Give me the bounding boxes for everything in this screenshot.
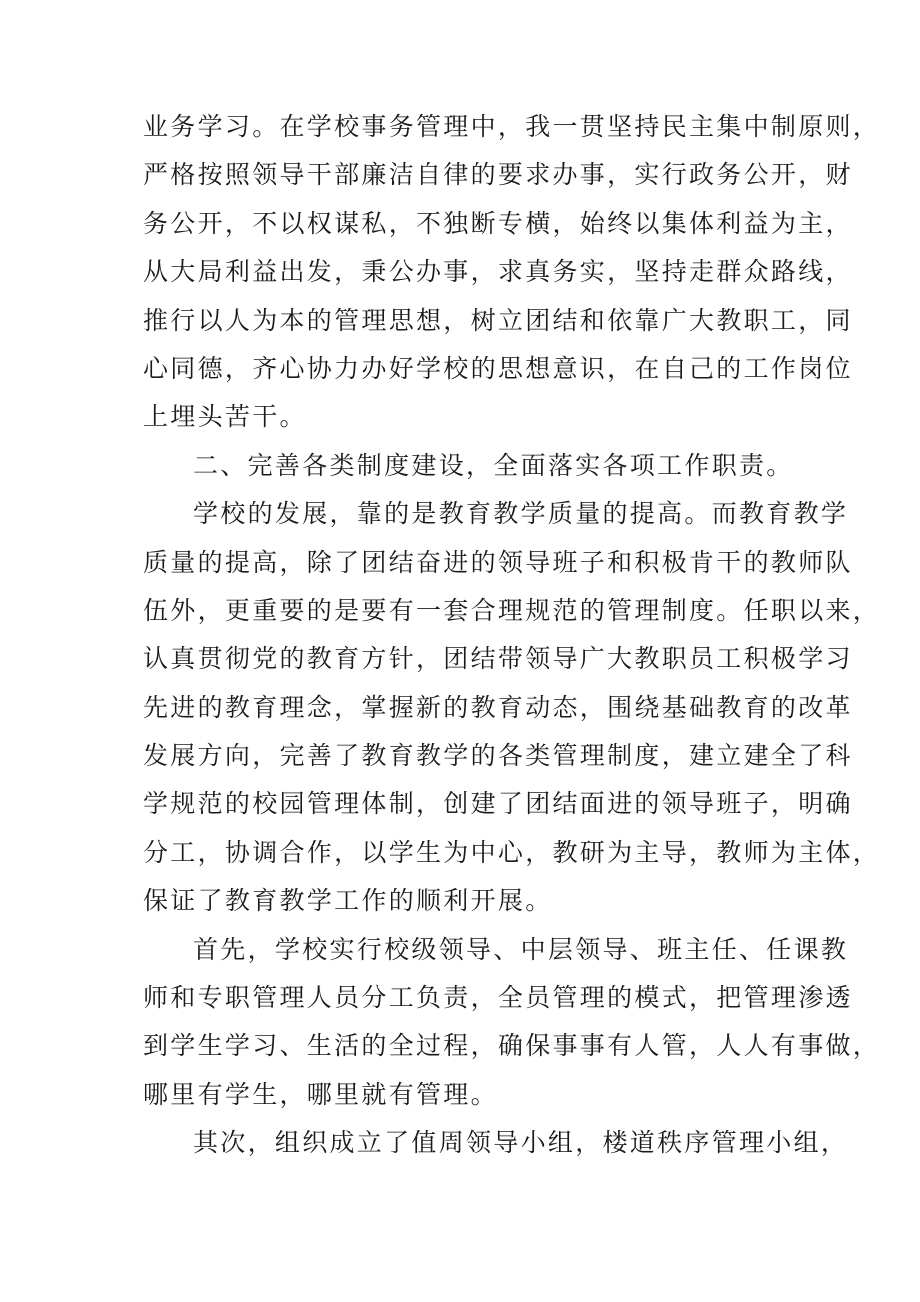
text-line: 哪里有学生，哪里就有管理。 bbox=[143, 1079, 498, 1109]
body-text bbox=[143, 103, 881, 1168]
text-line: 保证了教育教学工作的顺利开展。 bbox=[143, 886, 553, 916]
text-line: 上埋头苦干。 bbox=[143, 402, 307, 432]
text-line: 首先，学校实行校级领导、中层领导、班主任、任课教 bbox=[193, 934, 849, 964]
text-line: 学校的发展，靠的是教育教学质量的提高。而教育教学 bbox=[193, 499, 849, 529]
text-line: 认真贯彻党的教育方针，团结带领导广大教职员工积极学习 bbox=[143, 644, 853, 674]
text-line: 学规范的校园管理体制，创建了团结面进的领导班子，明确 bbox=[143, 789, 853, 819]
text-line: 师和专职管理人员分工负责，全员管理的模式，把管理渗透 bbox=[143, 983, 853, 1013]
text-line: 严格按照领导干部廉洁自律的要求办事，实行政务公开，财 bbox=[143, 160, 853, 190]
text-line: 业务学习。在学校事务管理中，我一贯坚持民主集中制原则， bbox=[143, 112, 881, 141]
text-line: 推行以人为本的管理思想，树立团结和依靠广大教职工，同 bbox=[143, 305, 853, 335]
text-line: 伍外，更重要的是要有一套合理规范的管理制度。任职以来， bbox=[143, 595, 881, 625]
text-line: 质量的提高，除了团结奋进的领导班子和积极肯干的教师队 bbox=[143, 547, 853, 577]
text-line: 发展方向，完善了教育教学的各类管理制度，建立建全了科 bbox=[143, 741, 853, 771]
text-line: 到学生学习、生活的全过程，确保事事有人管，人人有事做， bbox=[143, 1031, 881, 1061]
text-line: 其次，组织成立了值周领导小组，楼道秩序管理小组， bbox=[193, 1128, 849, 1158]
text-line: 心同德，齐心协力办好学校的思想意识，在自己的工作岗位 bbox=[143, 353, 853, 383]
section-heading: 二、完善各类制度建设，全面落实各项工作职责。 bbox=[193, 450, 794, 480]
text-line: 从大局利益出发，秉公办事，求真务实，坚持走群众路线， bbox=[143, 257, 853, 287]
text-line: 分工，协调合作，以学生为中心，教研为主导，教师为主体， bbox=[143, 837, 881, 867]
text-line: 先进的教育理念，掌握新的教育动态，围绕基础教育的改革 bbox=[143, 692, 853, 722]
text-line: 务公开，不以权谋私，不独断专横，始终以集体利益为主， bbox=[143, 208, 853, 238]
